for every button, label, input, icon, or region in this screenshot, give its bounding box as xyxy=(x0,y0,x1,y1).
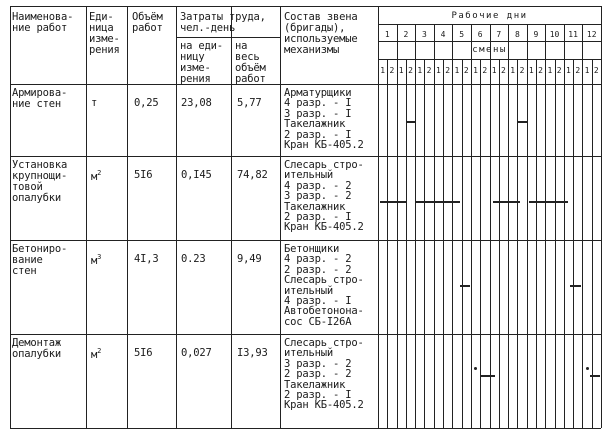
schedule-bar-concreting xyxy=(570,285,581,287)
crew-composition: 2 разр. - I xyxy=(284,211,352,223)
unit: $м^2$ xyxy=(91,347,102,361)
work-name: товой xyxy=(12,181,43,193)
schedule-bar-formwork xyxy=(493,201,520,203)
crew-composition: 2 разр. - I xyxy=(284,389,352,401)
crew-composition: Кран КБ-405.2 xyxy=(284,399,364,412)
schedule-bar-reinforcement xyxy=(406,121,416,123)
crew-composition: 4 разр. - I xyxy=(284,97,352,110)
day-column-rule xyxy=(601,24,602,428)
shift-number: 1 xyxy=(454,66,460,75)
crew-composition: Такелажник xyxy=(284,200,346,213)
shift-number: 2 xyxy=(389,66,395,75)
shift-number: 1 xyxy=(510,66,516,75)
crew-composition: Кран КБ-405.2 xyxy=(284,221,364,234)
header-unit: рения xyxy=(89,44,120,56)
crew-composition: ительный xyxy=(284,284,333,297)
shift-number: 2 xyxy=(426,66,432,75)
shift-column-rule xyxy=(387,59,388,428)
schedule-bar-concreting xyxy=(460,285,470,287)
unit-superscript: 3 xyxy=(97,253,102,261)
day-column-rule xyxy=(415,24,416,428)
column-rule xyxy=(231,6,232,428)
labor-per-unit: 0,I45 xyxy=(181,169,212,181)
work-name: опалубки xyxy=(12,192,61,204)
shift-number: 2 xyxy=(482,66,488,75)
labor-total: I3,93 xyxy=(237,347,268,359)
header-labor-per-unit: на еди- xyxy=(180,40,223,52)
shift-column-rule xyxy=(406,59,407,428)
crew-composition: сос СБ-I26А xyxy=(284,315,352,328)
header-unit: изме- xyxy=(89,33,120,45)
header-bottom-rule xyxy=(10,84,601,85)
shift-number: 2 xyxy=(556,66,562,75)
day-number: 12 xyxy=(586,30,597,39)
schedule-bar-formwork xyxy=(416,201,460,203)
shift-column-rule xyxy=(443,59,444,428)
shift-number: 2 xyxy=(463,66,469,75)
shift-number: 2 xyxy=(501,66,506,75)
schedule-bar-formwork xyxy=(529,201,568,203)
crew-composition: Слесарь стро- xyxy=(284,274,364,287)
day-column-rule xyxy=(490,24,491,428)
header-crew: (бригады), xyxy=(284,22,346,34)
work-name: Установка xyxy=(12,159,68,171)
day-number: 11 xyxy=(568,30,578,39)
unit: $м^2$ xyxy=(91,169,102,183)
schedule-bar-formwork xyxy=(380,201,407,203)
shift-number: 1 xyxy=(547,66,553,75)
header-volume: работ xyxy=(132,22,163,34)
shift-column-rule xyxy=(573,59,574,428)
column-rule xyxy=(176,6,177,428)
shift-number: 2 xyxy=(408,66,413,75)
volume: 4I,3 xyxy=(134,253,159,265)
header-labor-total: работ xyxy=(235,73,266,85)
day-number: 6 xyxy=(477,30,483,39)
crew-composition: 3 разр. - 2 xyxy=(284,357,352,370)
shift-number: 2 xyxy=(593,66,599,75)
crew-composition: Слесарь стро- xyxy=(284,159,364,171)
shift-column-rule xyxy=(499,59,500,428)
labor-total: 9,49 xyxy=(237,253,262,265)
work-name: крупнощи- xyxy=(12,170,68,182)
labor-per-unit: 0,027 xyxy=(181,347,212,359)
shift-column-rule xyxy=(480,59,481,428)
column-rule xyxy=(86,6,87,428)
header-volume: Объём xyxy=(132,11,163,23)
header-labor-per-unit: изме- xyxy=(180,62,211,74)
work-name: Бетониро- xyxy=(12,243,68,255)
header-labor-total: весь xyxy=(235,51,260,63)
unit: т xyxy=(91,97,98,109)
header-working-days: Рабочие дни xyxy=(451,11,528,21)
shift-number: 1 xyxy=(435,66,441,75)
work-name: Демонтаж xyxy=(12,337,61,349)
crew-composition: ительный xyxy=(284,169,333,182)
crew-composition: 2 разр. - 2 xyxy=(284,368,352,381)
day-number: 1 xyxy=(384,30,390,39)
crew-composition: 4 разр. - 2 xyxy=(284,253,352,266)
day-column-rule xyxy=(582,24,583,428)
shift-column-rule xyxy=(462,59,463,428)
unit: $м^3$ xyxy=(91,253,102,267)
day-number: 5 xyxy=(459,30,465,39)
volume: 0,25 xyxy=(134,97,159,109)
crew-composition: Бетонщики xyxy=(284,243,340,255)
work-name: ние стен xyxy=(12,98,61,110)
unit-superscript: 2 xyxy=(97,347,102,355)
row-rule xyxy=(10,334,601,335)
table-bottom-border xyxy=(10,428,601,429)
header-unit: Еди- xyxy=(89,11,114,23)
schedule-marker xyxy=(586,367,589,370)
shift-number: 1 xyxy=(398,66,404,75)
shift-number: 1 xyxy=(584,66,590,75)
column-rule xyxy=(280,6,281,428)
day-number: 4 xyxy=(440,30,446,39)
volume: 5I6 xyxy=(134,347,153,359)
day-column-rule xyxy=(434,24,435,428)
work-name: стен xyxy=(12,265,37,277)
header-labor-total: на xyxy=(235,40,248,52)
shift-number: 1 xyxy=(491,66,497,75)
work-name: вание xyxy=(12,254,43,266)
shift-column-rule xyxy=(536,59,537,428)
crew-composition: 2 разр. - I xyxy=(284,128,352,141)
crew-composition: 2 разр. - 2 xyxy=(284,263,352,276)
crew-composition: Арматурщики xyxy=(284,87,352,99)
shift-column-rule xyxy=(424,59,425,428)
crew-composition: Кран КБ-405.2 xyxy=(284,139,364,151)
work-name: Армирова- xyxy=(12,87,68,99)
day-number: 2 xyxy=(403,30,409,39)
work-name: опалубки xyxy=(12,348,61,360)
labor-per-unit: 0.23 xyxy=(181,253,206,265)
schedule-marker xyxy=(474,367,477,370)
shift-number: 2 xyxy=(519,66,525,75)
shift-column-rule xyxy=(517,59,518,428)
header-work-name: Наименова- xyxy=(12,11,74,23)
volume: 5I6 xyxy=(134,169,153,181)
labor-total: 74,82 xyxy=(237,169,268,181)
day-column-rule xyxy=(508,24,509,428)
column-rule xyxy=(10,6,11,428)
day-number: 8 xyxy=(514,30,520,39)
crew-composition: Такелажник xyxy=(284,118,346,131)
day-column-rule xyxy=(545,24,546,428)
shift-number: 1 xyxy=(417,66,423,75)
header-unit: ница xyxy=(89,22,114,34)
header-labor-per-unit: ницу xyxy=(180,51,205,63)
schedule-bar-dismantling xyxy=(480,375,495,377)
crew-composition: Такелажник xyxy=(284,378,346,391)
crew-composition: ительный xyxy=(284,347,333,360)
shift-number: 1 xyxy=(380,66,386,75)
crew-composition: Слесарь стро- xyxy=(284,337,364,349)
unit-superscript: 2 xyxy=(97,169,102,177)
day-column-rule xyxy=(564,24,565,428)
crew-composition: Автобетонона- xyxy=(284,305,364,318)
labor-total: 5,77 xyxy=(237,97,262,109)
shift-number: 2 xyxy=(445,66,451,75)
schedule-bar-dismantling xyxy=(590,375,600,377)
header-crew: используемые xyxy=(284,33,358,45)
labor-per-unit: 23,08 xyxy=(181,97,212,109)
shift-number: 1 xyxy=(566,66,571,75)
day-number: 7 xyxy=(496,30,502,39)
header-crew: механизмы xyxy=(284,44,340,56)
day-number: 9 xyxy=(533,30,539,39)
shift-number: 2 xyxy=(538,66,543,75)
day-column-rule xyxy=(527,24,528,428)
shift-column-rule xyxy=(592,59,593,428)
row-rule xyxy=(10,240,601,241)
header-labor: Затраты труда, чел.-день xyxy=(180,11,266,34)
shift-number: 1 xyxy=(473,66,478,75)
schedule-bar-reinforcement xyxy=(518,121,528,123)
crew-composition: 3 разр. - 2 xyxy=(284,190,352,203)
day-column-rule xyxy=(397,24,398,428)
header-work-name: ние работ xyxy=(12,22,68,34)
column-rule xyxy=(127,6,128,428)
header-labor-total: объём xyxy=(235,62,266,74)
day-column-rule xyxy=(471,24,472,428)
shift-number: 2 xyxy=(575,66,581,75)
day-column-rule xyxy=(452,24,453,428)
crew-composition: 4 разр. - I xyxy=(284,295,352,307)
header-crew: Состав звена xyxy=(284,11,358,23)
row-rule xyxy=(10,156,601,157)
shift-column-rule xyxy=(555,59,556,428)
labor-subheader-rule xyxy=(176,37,280,38)
header-shifts: смены xyxy=(472,45,507,55)
shift-number: 1 xyxy=(528,66,534,75)
table-top-border xyxy=(10,6,601,7)
crew-composition: 3 разр. - I xyxy=(284,107,352,120)
header-labor-per-unit: рения xyxy=(180,73,211,85)
day-column-rule xyxy=(378,24,379,428)
day-number: 10 xyxy=(549,30,560,39)
crew-composition: 4 разр. - 2 xyxy=(284,179,352,192)
day-number: 3 xyxy=(422,30,427,39)
